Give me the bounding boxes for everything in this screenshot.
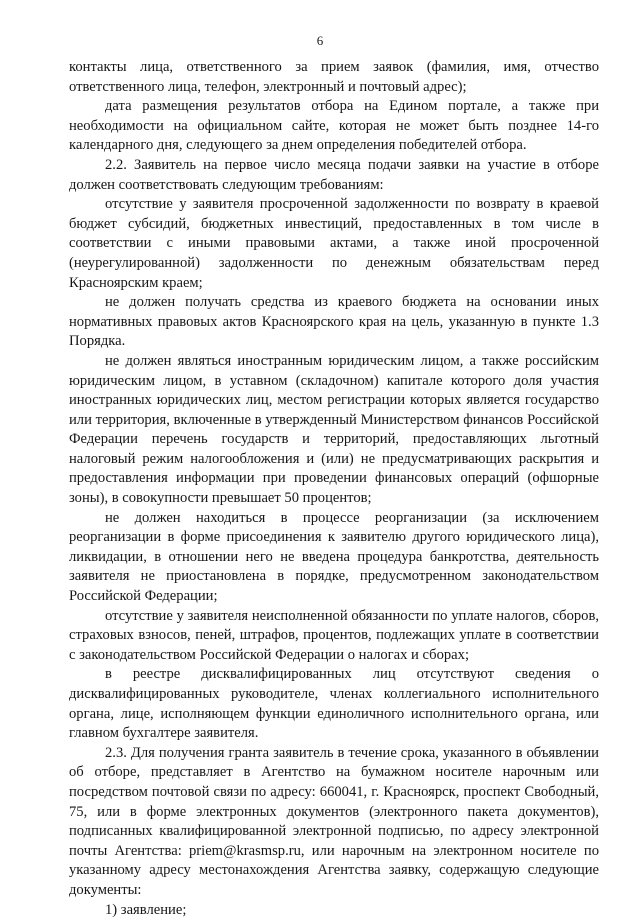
paragraph-no-tax-arrears: отсутствие у заявителя неисполненной обязанности по уплате налогов, сборов, страховых взносов, пеней, штрафов, процентов, подлежащих уплате в соответствии с законодательством Российской Федерации о налогах и сборах; [69,607,599,663]
document-body [69,58,599,920]
paragraph-not-foreign-entity: не должен являться иностранным юридическим лицом, а также российским юридическим лицом, в уставном (складочном) капитале которого доля участия иностранных юридических лиц, местом регистрации которых является государство или территория, включенные в утвержденный Министерством финансов Российской Федерации перечень государств и территорий, предоставляющих льготный налоговый режим налогообложения и (или) не предусматривающих раскрытия и предоставления информации при проведении финансовых операций (офшорные зоны), в совокупности превышает 50 процентов; [69,352,599,507]
paragraph-no-reorganization: не должен находиться в процессе реорганизации (за исключением реорганизации в форме присоединения к заявителю другого юридического лица), ликвидации, в отношении него не введена процедура банкротства, деятельность заявителя не приостановлена в порядке, предусмотренном законодательством Российской Федерации; [69,509,599,605]
paragraph-section-2-2: 2.2. Заявитель на первое число месяца подачи заявки на участие в отборе должен соответствовать следующим требованиям: [69,156,599,193]
paragraph-section-2-3: 2.3. Для получения гранта заявитель в течение срока, указанного в объявлении об отборе, представляет в Агентство на бумажном носителе нарочным или посредством почтовой связи по адресу: 660041, г. Красноярск, проспект Свободный, 75, или в форме электронных документов (электронного пакета документов), подписанных квалифицированной электронной подписью, по адресу электронной почты Агентства: priem@krasmsp.ru, или нарочным на электронном носителе по указанному адресу местонахождения Агентства заявку, содержащую следующие документы: [69,744,599,898]
paragraph-results-date: дата размещения результатов отбора на Едином портале, а также при необходимости на официальном сайте, которая не может быть позднее 14-го календарного дня, следующего за днем определения победителей отбора. [69,98,599,154]
paragraph-no-other-funds: не должен получать средства из краевого бюджета на основании иных нормативных правовых актов Красноярского края на цель, указанную в пункте 1.3 Порядка. [69,294,599,350]
page-number: 6 [316,33,324,48]
paragraph-disqualified-registry: в реестре дисквалифицированных лиц отсутствуют сведения о дисквалифицированных руководителе, членах коллегиального исполнительного органа, лице, исполняющем функции единоличного исполнительного органа, или главном бухгалтере заявителя. [69,666,599,742]
paragraph-no-overdue-debt: отсутствие у заявителя просроченной задолженности по возврату в краевой бюджет субсидий, бюджетных инвестиций, предоставленных в том числе в соответствии с иными правовыми актами, а также иной просроченной (неурегулированной) задолженности по денежным обязательствам перед Красноярским краем; [69,196,599,291]
paragraph-list-item-1: 1) заявление; [105,901,187,918]
paragraph-contact-person: контакты лица, ответственного за прием заявок (фамилия, имя, отчество ответственного лица, телефон, электронный и почтовый адрес); [69,59,599,95]
